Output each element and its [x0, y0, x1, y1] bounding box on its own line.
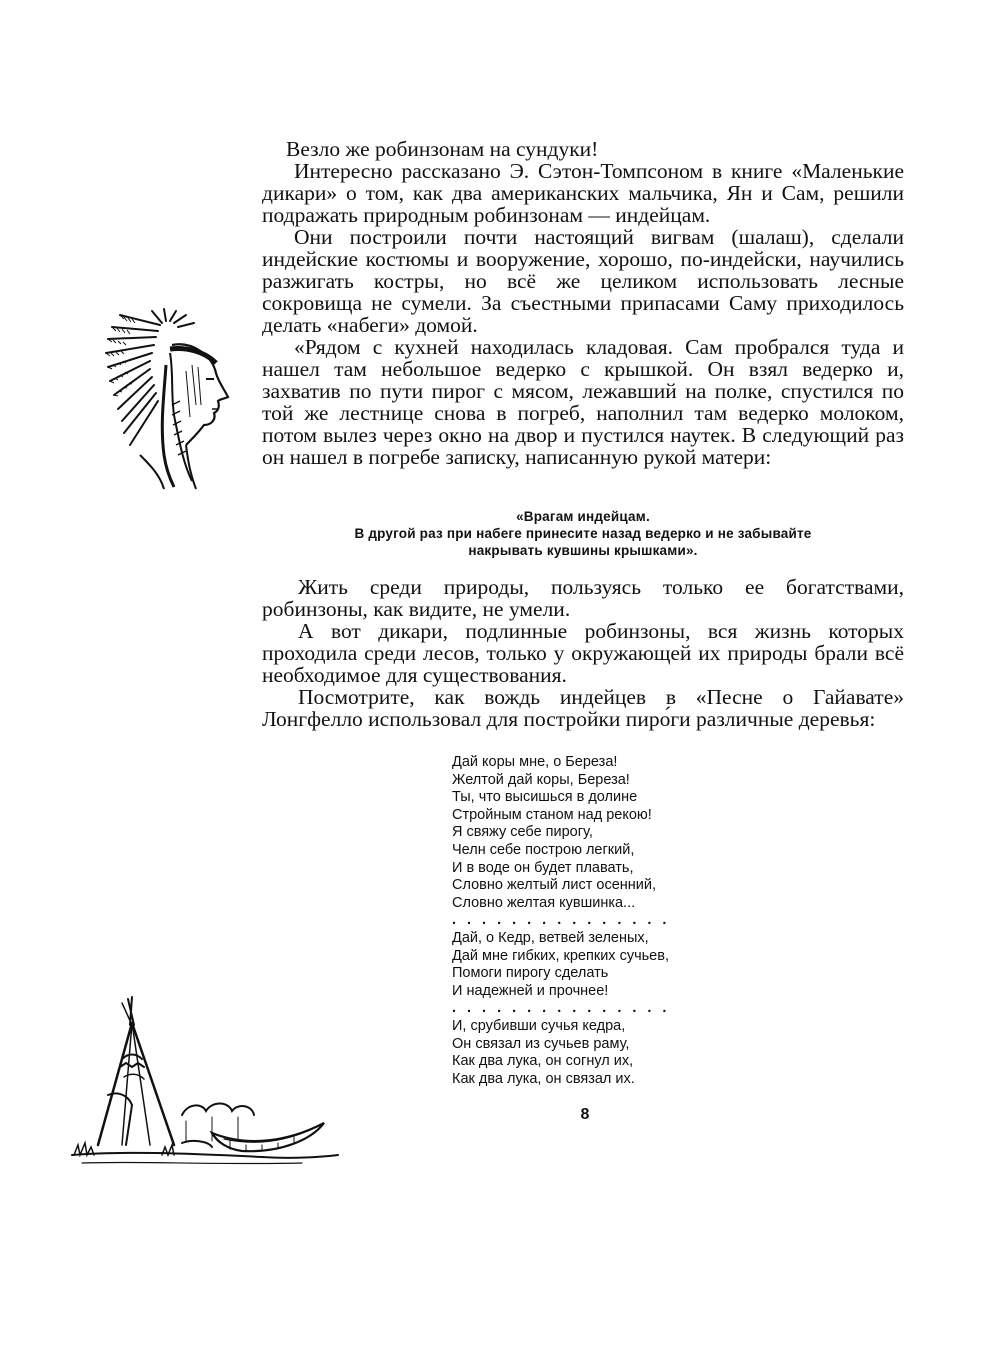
- poem-line: Дай мне гибких, крепких сучьев,: [452, 947, 669, 964]
- poem-line: И надежней и прочнее!: [452, 982, 609, 999]
- poem-line: Дай коры мне, о Береза!: [452, 754, 618, 770]
- paragraph: Они построили почти настоящий вигвам (шалаш), сделали индейские костюмы и вооружение, хорошо, по-индейски, научились разжигать костры, но всё же целиком использовать лесные сокровища не сумели. За съестными припасами Саму приходилось делать «набеги» домой.: [262, 225, 904, 337]
- poem-line: Словно желтый лист осенний,: [452, 877, 656, 894]
- page-number: 8: [580, 1106, 590, 1123]
- poem-line: Я свяжу себе пирогу,: [452, 824, 593, 841]
- poem-line: Ты, что высишься в долине: [452, 789, 638, 806]
- paragraph: А вот дикари, подлинные робинзоны, вся жизнь которых проходила среди лесов, только у окружающей их природы брали всё необходимое для существования.: [262, 619, 904, 687]
- hiawatha-poem: [452, 754, 752, 1088]
- poem-line: Стройным станом над рекою!: [452, 806, 652, 823]
- poem-separator: ...............: [452, 912, 678, 929]
- poem-line: Как два лука, он связал их.: [452, 1070, 635, 1087]
- paragraph: Жить среди природы, пользуясь только ее богатствами, робинзоны, как видите, не умели.: [262, 575, 904, 621]
- paragraph: Посмотрите, как вождь индейцев в «Песне о Гайавате» Лонгфелло использовал для постройки пиро́ги различные деревья:: [262, 685, 904, 731]
- poem-line: Как два лука, он согнул их,: [452, 1053, 634, 1070]
- main-text-top: [262, 138, 904, 468]
- poem-separator: ...............: [452, 1000, 678, 1017]
- paragraph: Везло же робинзонам на сундуки!: [286, 137, 599, 161]
- poem-line: Дай, о Кедр, ветвей зеленых,: [452, 929, 649, 946]
- paragraph: Интересно рассказано Э. Сэтон-Томпсоном в книге «Маленькие дикари» о том, как два американских мальчика, Ян и Сам, решили подражать природным робинзонам — индейцам.: [262, 159, 904, 227]
- poem-line: И, срубивши сучья кедра,: [452, 1017, 626, 1034]
- poem-line: Он связал из сучьев раму,: [452, 1035, 630, 1052]
- poem-line: Желтой дай коры, Береза!: [452, 771, 630, 788]
- note-line: накрывать кувшины крышками».: [468, 543, 698, 558]
- wigwam-canoe-illustration: [62, 995, 342, 1175]
- poem-line: Словно желтая кувшинка...: [452, 894, 636, 911]
- indian-chief-illustration: [100, 305, 240, 490]
- note-line: В другой раз при набеге принесите назад ведерко и не забывайте: [354, 526, 812, 541]
- note-line: «Врагам индейцам.: [516, 509, 650, 524]
- poem-line: Челн себе построю легкий,: [452, 841, 635, 858]
- poem-line: Помоги пирогу сделать: [452, 965, 609, 982]
- main-text-bottom: [262, 576, 904, 730]
- poem-line: И в воде он будет плавать,: [452, 859, 634, 876]
- paragraph: «Рядом с кухней находилась кладовая. Сам пробрался туда и нашел там небольшое ведерко с крышкой. Он взял ведерко и, захватив по пути пирог с мясом, лежавший на полке, спустился по той же лестнице снова в погреб, наполнил там ведерко молоком, потом вылез через окно на двор и пустился наутек. В следующий раз он нашел в погребе записку, написанную рукой матери:: [262, 335, 904, 469]
- mother-note: [262, 508, 904, 559]
